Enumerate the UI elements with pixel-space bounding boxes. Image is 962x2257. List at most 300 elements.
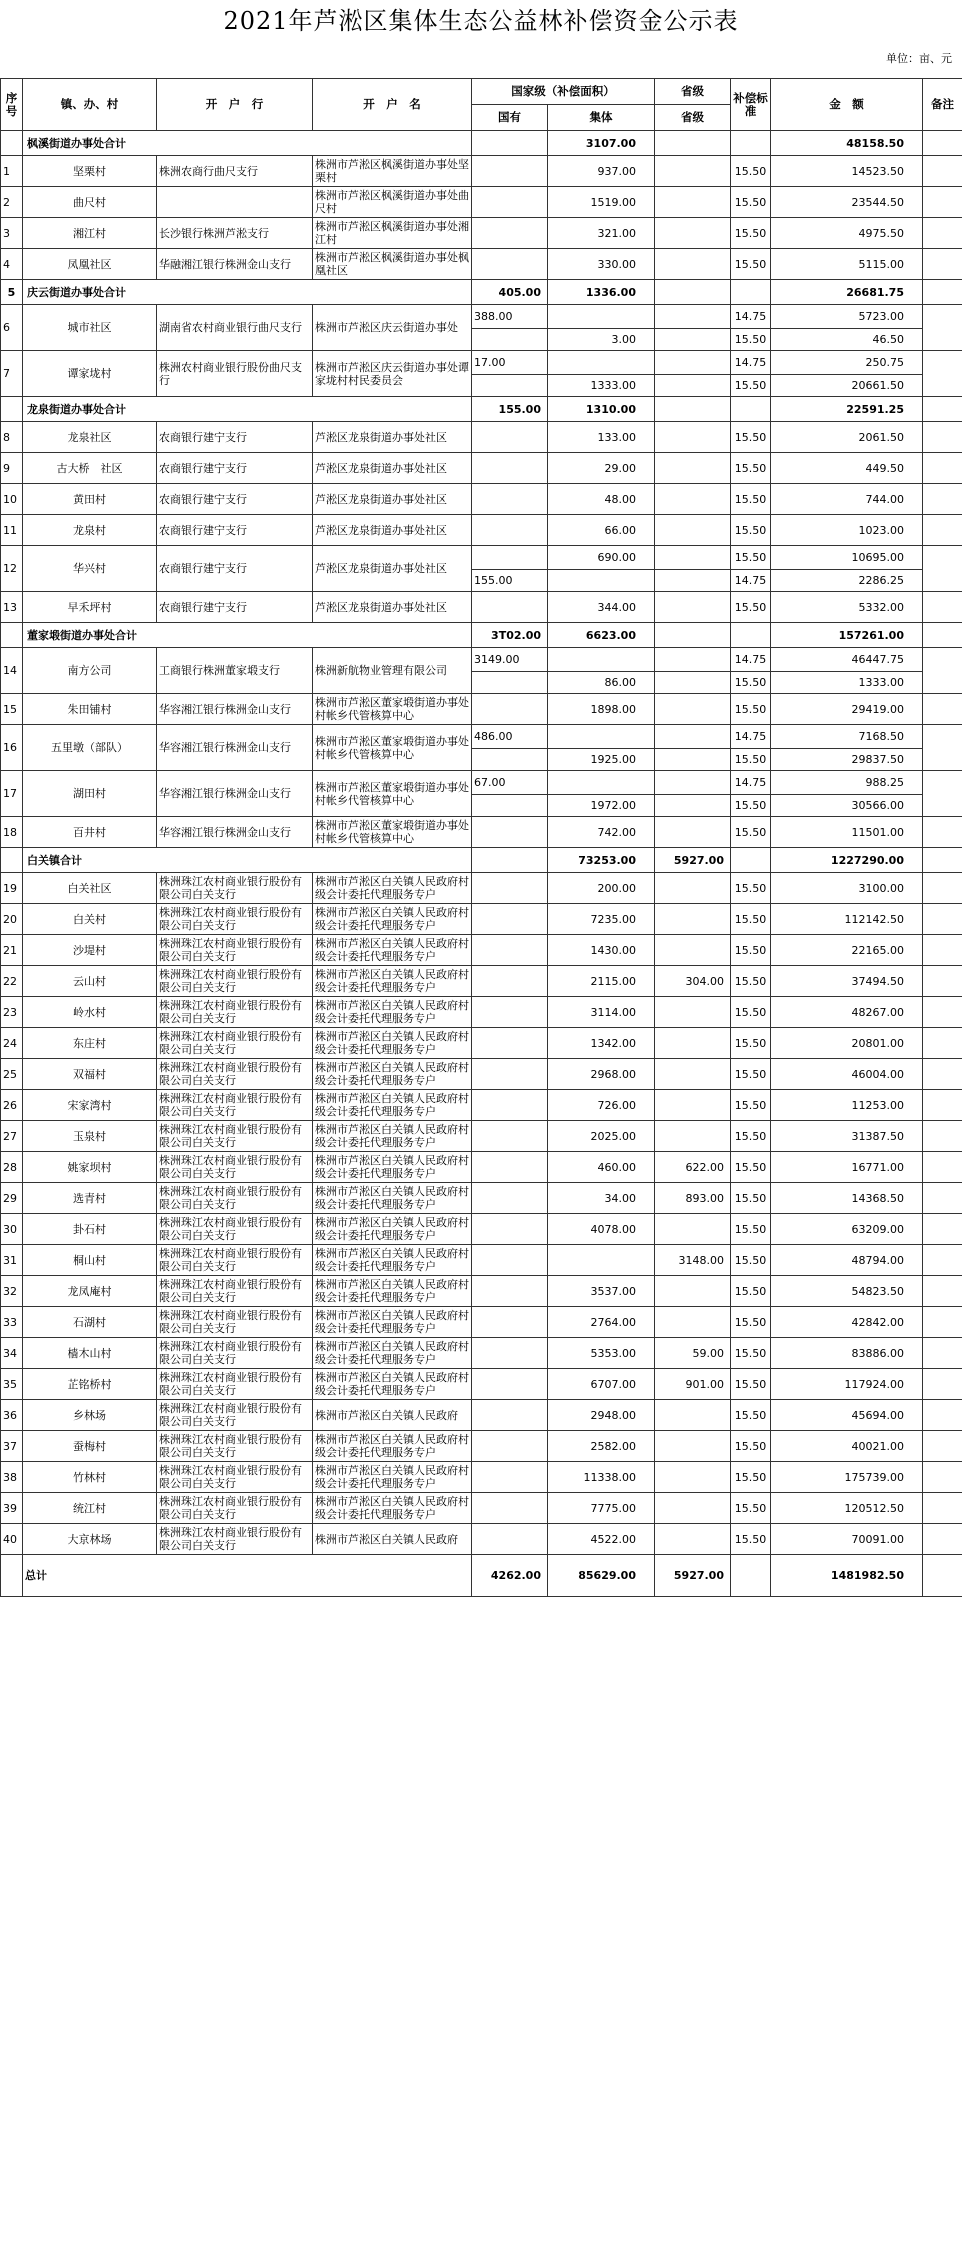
account-name: 株洲市芦淞区白关镇人民政府村级会计委托代理服务专户 <box>313 1090 472 1121</box>
village-name: 龙泉村 <box>23 515 157 546</box>
amount: 37494.50 <box>771 966 923 997</box>
header-provincial-sub: 省级 <box>655 105 731 131</box>
header-national: 国家级（补偿面积） <box>472 79 655 105</box>
bank-name: 株洲珠江农村商业银行股份有限公司白关支行 <box>157 1028 313 1059</box>
state-owned-area <box>472 156 548 187</box>
row-number: 11 <box>1 515 23 546</box>
village-name: 龙泉社区 <box>23 422 157 453</box>
village-name: 大京林场 <box>23 1524 157 1555</box>
provincial-area <box>655 1276 731 1307</box>
amount: 22591.25 <box>771 397 923 422</box>
provincial-area <box>655 904 731 935</box>
subtotal-label: 枫溪街道办事处合计 <box>23 131 472 156</box>
header-seq: 序号 <box>1 79 23 131</box>
table-row <box>1 997 962 1028</box>
row-number: 28 <box>1 1152 23 1183</box>
provincial-area <box>655 453 731 484</box>
remark <box>923 1369 962 1400</box>
state-owned-area: 486.00 <box>472 725 548 749</box>
subtotal-label: 庆云街道办事处合计 <box>23 280 472 305</box>
account-name: 株洲市芦淞区白关镇人民政府村级会计委托代理服务专户 <box>313 1307 472 1338</box>
collective-area: 7775.00 <box>548 1493 655 1524</box>
provincial-area: 5927.00 <box>655 1555 731 1597</box>
account-name: 芦淞区龙泉街道办事处社区 <box>313 546 472 592</box>
row-number: 38 <box>1 1462 23 1493</box>
state-owned-area <box>472 1245 548 1276</box>
state-owned-area <box>472 672 548 694</box>
table-row <box>1 218 962 249</box>
collective-area: 66.00 <box>548 515 655 546</box>
provincial-area: 622.00 <box>655 1152 731 1183</box>
state-owned-area <box>472 1121 548 1152</box>
state-owned-area <box>472 1028 548 1059</box>
standard: 15.50 <box>731 187 771 218</box>
amount: 5115.00 <box>771 249 923 280</box>
standard: 15.50 <box>731 329 771 351</box>
remark <box>923 156 962 187</box>
row-number: 5 <box>1 280 23 305</box>
standard: 15.50 <box>731 515 771 546</box>
bank-name: 株洲珠江农村商业银行股份有限公司白关支行 <box>157 997 313 1028</box>
collective-area: 1972.00 <box>548 795 655 817</box>
collective-area <box>548 570 655 592</box>
collective-area: 73253.00 <box>548 848 655 873</box>
state-owned-area <box>472 966 548 997</box>
village-name: 卦石村 <box>23 1214 157 1245</box>
account-name: 株洲新航物业管理有限公司 <box>313 648 472 694</box>
bank-name: 株洲珠江农村商业银行股份有限公司白关支行 <box>157 1369 313 1400</box>
collective-area: 29.00 <box>548 453 655 484</box>
provincial-area <box>655 817 731 848</box>
total-label: 总计 <box>23 1555 472 1597</box>
amount: 175739.00 <box>771 1462 923 1493</box>
table-row <box>1 1338 962 1369</box>
provincial-area <box>655 1028 731 1059</box>
bank-name: 华容湘江银行株洲金山支行 <box>157 771 313 817</box>
row-number <box>1 1555 23 1597</box>
table-row <box>1 1400 962 1431</box>
collective-area: 2968.00 <box>548 1059 655 1090</box>
row-number: 2 <box>1 187 23 218</box>
collective-area: 321.00 <box>548 218 655 249</box>
collective-area: 6623.00 <box>548 623 655 648</box>
provincial-area: 901.00 <box>655 1369 731 1400</box>
account-name: 株洲市芦淞区白关镇人民政府村级会计委托代理服务专户 <box>313 904 472 935</box>
provincial-area <box>655 218 731 249</box>
state-owned-area <box>472 249 548 280</box>
table-row <box>1 422 962 453</box>
standard: 15.50 <box>731 1183 771 1214</box>
provincial-area <box>655 422 731 453</box>
standard: 15.50 <box>731 1090 771 1121</box>
remark <box>923 1152 962 1183</box>
provincial-area <box>655 1493 731 1524</box>
amount: 14368.50 <box>771 1183 923 1214</box>
amount: 14523.50 <box>771 156 923 187</box>
remark <box>923 305 962 351</box>
account-name: 株洲市芦淞区董家塅街道办事处村帐乡代管核算中心 <box>313 725 472 771</box>
table-row <box>1 935 962 966</box>
standard: 14.75 <box>731 648 771 672</box>
row-number: 25 <box>1 1059 23 1090</box>
table-row <box>1 1493 962 1524</box>
row-number <box>1 131 23 156</box>
state-owned-area <box>472 422 548 453</box>
amount: 988.25 <box>771 771 923 795</box>
unit-note: 单位：亩、元 <box>886 52 952 65</box>
provincial-area: 304.00 <box>655 966 731 997</box>
remark <box>923 1493 962 1524</box>
table-row <box>1 1183 962 1214</box>
account-name: 株洲市芦淞区枫溪街道办事处曲尺村 <box>313 187 472 218</box>
table-row <box>1 592 962 623</box>
state-owned-area <box>472 848 548 873</box>
state-owned-area <box>472 187 548 218</box>
remark <box>923 1431 962 1462</box>
state-owned-area <box>472 546 548 570</box>
remark <box>923 935 962 966</box>
amount: 744.00 <box>771 484 923 515</box>
subtotal-row <box>1 131 962 156</box>
provincial-area <box>655 1462 731 1493</box>
village-name: 竹林村 <box>23 1462 157 1493</box>
remark <box>923 484 962 515</box>
village-name: 黄田村 <box>23 484 157 515</box>
standard: 15.50 <box>731 156 771 187</box>
state-owned-area <box>472 1524 548 1555</box>
remark <box>923 694 962 725</box>
state-owned-area: 17.00 <box>472 351 548 375</box>
standard <box>731 131 771 156</box>
standard: 15.50 <box>731 1059 771 1090</box>
bank-name: 株洲珠江农村商业银行股份有限公司白关支行 <box>157 1214 313 1245</box>
amount: 10695.00 <box>771 546 923 570</box>
account-name: 株洲市芦淞区白关镇人民政府村级会计委托代理服务专户 <box>313 1431 472 1462</box>
bank-name: 华融湘江银行株洲金山支行 <box>157 249 313 280</box>
amount: 117924.00 <box>771 1369 923 1400</box>
table-row <box>1 484 962 515</box>
collective-area: 344.00 <box>548 592 655 623</box>
provincial-area <box>655 1214 731 1245</box>
collective-area: 726.00 <box>548 1090 655 1121</box>
account-name: 株洲市芦淞区白关镇人民政府村级会计委托代理服务专户 <box>313 1493 472 1524</box>
amount: 11253.00 <box>771 1090 923 1121</box>
standard: 15.50 <box>731 873 771 904</box>
bank-name: 株洲珠江农村商业银行股份有限公司白关支行 <box>157 1276 313 1307</box>
row-number: 34 <box>1 1338 23 1369</box>
total-row <box>1 1555 962 1597</box>
account-name: 株洲市芦淞区白关镇人民政府村级会计委托代理服务专户 <box>313 1245 472 1276</box>
amount: 29419.00 <box>771 694 923 725</box>
bank-name: 株洲珠江农村商业银行股份有限公司白关支行 <box>157 1121 313 1152</box>
remark <box>923 1555 962 1597</box>
remark <box>923 1245 962 1276</box>
remark <box>923 351 962 397</box>
collective-area: 4522.00 <box>548 1524 655 1555</box>
account-name: 株洲市芦淞区枫溪街道办事处枫凰社区 <box>313 249 472 280</box>
amount: 48267.00 <box>771 997 923 1028</box>
state-owned-area: 155.00 <box>472 397 548 422</box>
row-number: 7 <box>1 351 23 397</box>
state-owned-area: 67.00 <box>472 771 548 795</box>
standard: 15.50 <box>731 1276 771 1307</box>
amount: 48794.00 <box>771 1245 923 1276</box>
standard: 15.50 <box>731 453 771 484</box>
remark <box>923 848 962 873</box>
amount: 11501.00 <box>771 817 923 848</box>
village-name: 城市社区 <box>23 305 157 351</box>
remark <box>923 966 962 997</box>
row-number: 31 <box>1 1245 23 1276</box>
standard: 15.50 <box>731 904 771 935</box>
amount: 31387.50 <box>771 1121 923 1152</box>
collective-area: 1342.00 <box>548 1028 655 1059</box>
table-row <box>1 546 962 570</box>
provincial-area <box>655 249 731 280</box>
row-number: 39 <box>1 1493 23 1524</box>
collective-area: 2764.00 <box>548 1307 655 1338</box>
account-name: 芦淞区龙泉街道办事处社区 <box>313 453 472 484</box>
standard: 15.50 <box>731 1121 771 1152</box>
bank-name: 株洲珠江农村商业银行股份有限公司白关支行 <box>157 1152 313 1183</box>
state-owned-area <box>472 375 548 397</box>
amount: 1481982.50 <box>771 1555 923 1597</box>
table-row <box>1 249 962 280</box>
standard: 15.50 <box>731 1245 771 1276</box>
bank-name: 华容湘江银行株洲金山支行 <box>157 725 313 771</box>
bank-name: 农商银行建宁支行 <box>157 592 313 623</box>
provincial-area <box>655 935 731 966</box>
state-owned-area <box>472 935 548 966</box>
provincial-area <box>655 570 731 592</box>
provincial-area <box>655 725 731 749</box>
bank-name: 农商银行建宁支行 <box>157 546 313 592</box>
collective-area <box>548 771 655 795</box>
subtotal-label: 白关镇合计 <box>23 848 472 873</box>
provincial-area <box>655 1431 731 1462</box>
standard: 15.50 <box>731 1400 771 1431</box>
standard: 15.50 <box>731 1493 771 1524</box>
table-row <box>1 817 962 848</box>
state-owned-area <box>472 592 548 623</box>
table-row <box>1 156 962 187</box>
standard: 15.50 <box>731 817 771 848</box>
provincial-area <box>655 873 731 904</box>
village-name: 双福村 <box>23 1059 157 1090</box>
account-name: 株洲市芦淞区庆云街道办事处 <box>313 305 472 351</box>
remark <box>923 422 962 453</box>
provincial-area <box>655 694 731 725</box>
collective-area: 2582.00 <box>548 1431 655 1462</box>
amount: 20661.50 <box>771 375 923 397</box>
table-row <box>1 1462 962 1493</box>
standard: 15.50 <box>731 249 771 280</box>
collective-area: 4078.00 <box>548 1214 655 1245</box>
account-name: 株洲市芦淞区白关镇人民政府村级会计委托代理服务专户 <box>313 873 472 904</box>
subtotal-row <box>1 623 962 648</box>
provincial-area <box>655 997 731 1028</box>
standard: 15.50 <box>731 375 771 397</box>
state-owned-area <box>472 515 548 546</box>
row-number: 16 <box>1 725 23 771</box>
village-name: 选青村 <box>23 1183 157 1214</box>
subtotal-row <box>1 280 962 305</box>
collective-area: 7235.00 <box>548 904 655 935</box>
account-name: 株洲市芦淞区董家塅街道办事处村帐乡代管核算中心 <box>313 817 472 848</box>
amount: 250.75 <box>771 351 923 375</box>
row-number: 13 <box>1 592 23 623</box>
standard: 14.75 <box>731 305 771 329</box>
account-name: 芦淞区龙泉街道办事处社区 <box>313 484 472 515</box>
village-name: 玉泉村 <box>23 1121 157 1152</box>
state-owned-area <box>472 904 548 935</box>
village-name: 白关社区 <box>23 873 157 904</box>
remark <box>923 997 962 1028</box>
remark <box>923 648 962 694</box>
village-name: 南方公司 <box>23 648 157 694</box>
document-title: 2021年芦淞区集体生态公益林补偿资金公示表 <box>223 7 739 35</box>
account-name: 芦淞区龙泉街道办事处社区 <box>313 592 472 623</box>
bank-name: 农商银行建宁支行 <box>157 453 313 484</box>
remark <box>923 1028 962 1059</box>
bank-name: 株洲珠江农村商业银行股份有限公司白关支行 <box>157 1431 313 1462</box>
remark <box>923 1462 962 1493</box>
village-name: 朱田铺村 <box>23 694 157 725</box>
provincial-area: 3148.00 <box>655 1245 731 1276</box>
table-row <box>1 694 962 725</box>
standard: 15.50 <box>731 997 771 1028</box>
amount: 46004.00 <box>771 1059 923 1090</box>
bank-name: 株洲珠江农村商业银行股份有限公司白关支行 <box>157 1059 313 1090</box>
standard: 15.50 <box>731 422 771 453</box>
bank-name: 株洲农村商业银行股份曲尺支行 <box>157 351 313 397</box>
table-body <box>1 131 962 1597</box>
table-row <box>1 515 962 546</box>
amount: 42842.00 <box>771 1307 923 1338</box>
bank-name: 株洲珠江农村商业银行股份有限公司白关支行 <box>157 1493 313 1524</box>
remark <box>923 873 962 904</box>
table-row <box>1 725 962 749</box>
remark <box>923 1276 962 1307</box>
row-number: 1 <box>1 156 23 187</box>
collective-area: 86.00 <box>548 672 655 694</box>
village-name: 樯木山村 <box>23 1338 157 1369</box>
remark <box>923 515 962 546</box>
header-unit-name: 镇、办、村 <box>23 79 157 131</box>
bank-name: 株洲珠江农村商业银行股份有限公司白关支行 <box>157 966 313 997</box>
collective-area: 1310.00 <box>548 397 655 422</box>
standard: 15.50 <box>731 1028 771 1059</box>
remark <box>923 1121 962 1152</box>
state-owned-area <box>472 694 548 725</box>
standard: 15.50 <box>731 672 771 694</box>
state-owned-area <box>472 218 548 249</box>
remark <box>923 1183 962 1214</box>
row-number: 24 <box>1 1028 23 1059</box>
header-standard: 补偿标准 <box>731 79 771 131</box>
account-name: 株洲市芦淞区董家塅街道办事处村帐乡代管核算中心 <box>313 771 472 817</box>
row-number <box>1 397 23 422</box>
collective-area: 2025.00 <box>548 1121 655 1152</box>
village-name: 白关村 <box>23 904 157 935</box>
state-owned-area: 4262.00 <box>472 1555 548 1597</box>
village-name: 芷铭桥村 <box>23 1369 157 1400</box>
state-owned-area <box>472 131 548 156</box>
account-name: 芦淞区龙泉街道办事处社区 <box>313 422 472 453</box>
amount: 5723.00 <box>771 305 923 329</box>
village-name: 石湖村 <box>23 1307 157 1338</box>
collective-area: 2115.00 <box>548 966 655 997</box>
standard: 14.75 <box>731 351 771 375</box>
row-number: 6 <box>1 305 23 351</box>
collective-area: 3114.00 <box>548 997 655 1028</box>
provincial-area <box>655 515 731 546</box>
state-owned-area <box>472 1183 548 1214</box>
collective-area <box>548 725 655 749</box>
row-number: 12 <box>1 546 23 592</box>
provincial-area <box>655 1059 731 1090</box>
amount: 2061.50 <box>771 422 923 453</box>
standard: 15.50 <box>731 749 771 771</box>
bank-name: 株洲珠江农村商业银行股份有限公司白关支行 <box>157 1183 313 1214</box>
row-number: 29 <box>1 1183 23 1214</box>
state-owned-area: 405.00 <box>472 280 548 305</box>
table-row <box>1 1431 962 1462</box>
subtotal-row <box>1 848 962 873</box>
collective-area <box>548 351 655 375</box>
bank-name: 工商银行株洲董家塅支行 <box>157 648 313 694</box>
remark <box>923 280 962 305</box>
amount: 157261.00 <box>771 623 923 648</box>
village-name: 湘江村 <box>23 218 157 249</box>
remark <box>923 187 962 218</box>
amount: 63209.00 <box>771 1214 923 1245</box>
account-name: 株洲市芦淞区枫溪街道办事处坚栗村 <box>313 156 472 187</box>
collective-area <box>548 1245 655 1276</box>
bank-name: 农商银行建宁支行 <box>157 422 313 453</box>
compensation-table <box>0 78 962 1597</box>
table-row <box>1 648 962 672</box>
table-row <box>1 453 962 484</box>
collective-area <box>548 648 655 672</box>
remark <box>923 453 962 484</box>
bank-name: 株洲珠江农村商业银行股份有限公司白关支行 <box>157 1338 313 1369</box>
amount: 120512.50 <box>771 1493 923 1524</box>
account-name: 株洲市芦淞区白关镇人民政府村级会计委托代理服务专户 <box>313 1214 472 1245</box>
row-number: 40 <box>1 1524 23 1555</box>
row-number: 17 <box>1 771 23 817</box>
provincial-area: 893.00 <box>655 1183 731 1214</box>
village-name: 桐山村 <box>23 1245 157 1276</box>
amount: 46447.75 <box>771 648 923 672</box>
village-name: 坚栗村 <box>23 156 157 187</box>
remark <box>923 623 962 648</box>
village-name: 五里墩（部队） <box>23 725 157 771</box>
standard: 15.50 <box>731 592 771 623</box>
standard: 15.50 <box>731 1462 771 1493</box>
header-state-owned: 国有 <box>472 105 548 131</box>
remark <box>923 546 962 592</box>
provincial-area <box>655 351 731 375</box>
amount: 20801.00 <box>771 1028 923 1059</box>
collective-area: 1336.00 <box>548 280 655 305</box>
village-name: 岭水村 <box>23 997 157 1028</box>
table-row <box>1 1524 962 1555</box>
account-name: 株洲市芦淞区白关镇人民政府村级会计委托代理服务专户 <box>313 966 472 997</box>
table-row <box>1 771 962 795</box>
header-bank: 开 户 行 <box>157 79 313 131</box>
collective-area: 5353.00 <box>548 1338 655 1369</box>
